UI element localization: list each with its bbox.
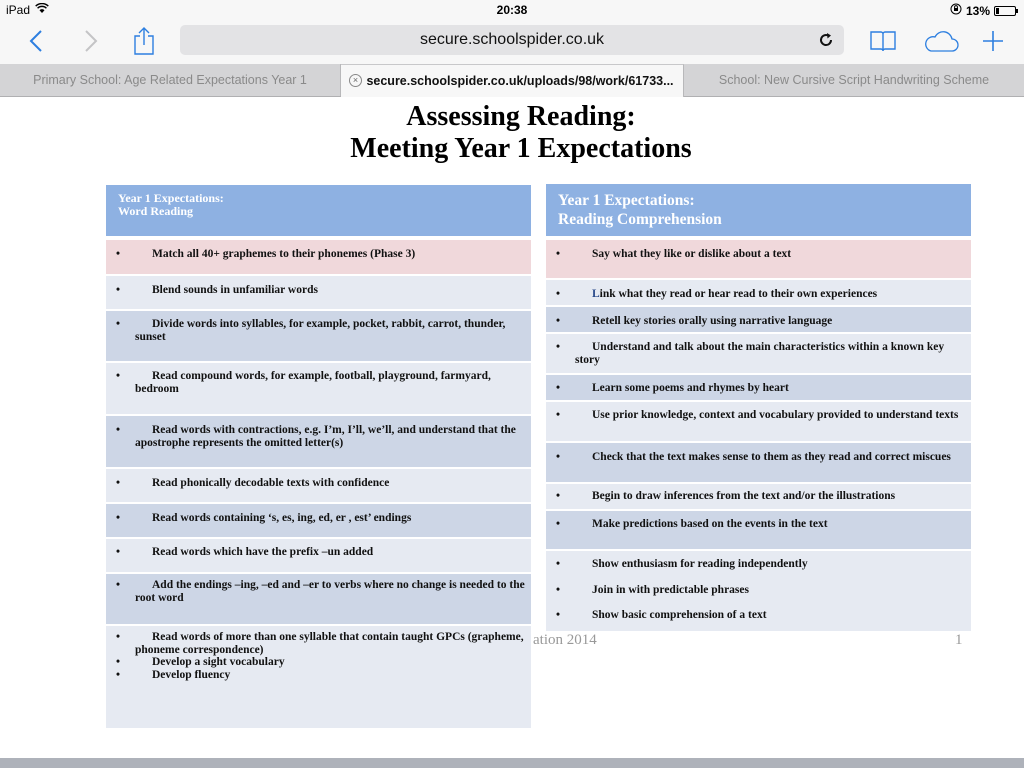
list-item-text: Read phonically decodable texts with confidence — [152, 477, 390, 489]
header-line2: Word Reading — [118, 204, 194, 218]
reading-comprehension-row — [546, 280, 971, 305]
bullet-icon: • — [556, 288, 561, 300]
list-item — [546, 341, 971, 366]
address-bar[interactable] — [180, 25, 844, 55]
list-item-text: Match all 40+ graphemes to their phonemes (Phase 3) — [152, 248, 416, 260]
list-item-text: Develop a sight vocabulary — [152, 656, 285, 668]
bullet-icon: • — [556, 315, 561, 327]
word-reading-row — [106, 469, 531, 502]
list-item — [106, 318, 531, 343]
reading-comprehension-row — [546, 551, 971, 631]
battery-icon — [994, 6, 1016, 16]
list-item-text: Read compound words, for example, football, playground, farmyard, bedroom — [135, 370, 491, 395]
orientation-lock-icon — [950, 3, 962, 18]
bullet-icon: • — [116, 512, 121, 524]
list-item-text: Read words containing ‘s, es, ing, ed, er , est’ endings — [152, 512, 412, 524]
list-item — [546, 518, 971, 531]
word-reading-header — [106, 185, 531, 236]
bullet-icon: • — [556, 518, 561, 530]
bullet-icon: • — [556, 382, 561, 394]
list-item-text: Begin to draw inferences from the text and/or the illustrations — [592, 490, 896, 502]
bullet-icon: • — [116, 284, 121, 296]
bullet-icon: • — [556, 609, 561, 621]
bullet-icon: • — [116, 668, 121, 681]
header-line1: Year 1 Expectations: — [118, 191, 224, 205]
reading-comprehension-row — [546, 240, 971, 278]
reading-comprehension-row — [546, 511, 971, 549]
close-tab-icon[interactable]: × — [349, 74, 362, 87]
list-item — [106, 546, 531, 559]
bullet-icon: • — [116, 546, 121, 558]
bottom-scroll-edge — [0, 758, 1024, 768]
bullet-icon: • — [556, 248, 561, 260]
bullet-icon: • — [116, 370, 121, 382]
status-bar — [0, 0, 1024, 22]
word-reading-row — [106, 416, 531, 467]
list-item — [546, 451, 971, 464]
bullet-icon: • — [116, 318, 121, 330]
reading-comprehension-row — [546, 375, 971, 400]
word-reading-row — [106, 276, 531, 309]
reading-comprehension-row — [546, 307, 971, 332]
word-reading-column — [106, 185, 531, 730]
bullet-icon: • — [116, 631, 121, 643]
reading-comprehension-row — [546, 402, 971, 441]
list-item — [106, 669, 531, 682]
list-item — [106, 248, 531, 261]
list-item — [546, 288, 971, 301]
bullet-icon: • — [116, 656, 121, 668]
list-item-text: Understand and talk about the main characteristics within a known key story — [575, 341, 945, 366]
list-item — [106, 284, 531, 297]
list-item — [106, 512, 531, 525]
word-reading-row — [106, 240, 531, 274]
list-item — [106, 424, 531, 449]
battery-percent: 13% — [965, 3, 990, 18]
bullet-icon: • — [556, 409, 561, 421]
list-item-text: Check that the text makes sense to them as they read and correct miscues — [592, 451, 951, 463]
list-item-text: Join in with predictable phrases — [592, 583, 749, 596]
tab-label: secure.schoolspider.co.uk/uploads/98/work/61733... — [366, 74, 674, 88]
list-item-text: Read words which have the prefix –un added — [152, 546, 374, 558]
word-reading-row — [106, 539, 531, 572]
list-item-text: Read words with contractions, e.g. I’m, I’ll, we’ll, and understand that the apostrophe represents the omitted letter(s) — [135, 424, 516, 449]
bullet-icon: • — [116, 424, 121, 436]
document-page — [0, 98, 1024, 758]
list-item — [106, 631, 531, 656]
clock: 20:38 — [496, 3, 528, 17]
tab-bar — [0, 64, 1024, 97]
word-reading-row — [106, 504, 531, 537]
reading-comprehension-row — [546, 334, 971, 373]
word-reading-row — [106, 311, 531, 361]
reading-comprehension-row — [546, 484, 971, 509]
document-title-line2: Meeting Year 1 Expectations — [350, 133, 692, 164]
bullet-icon: • — [556, 490, 561, 502]
device-label: iPad — [6, 3, 31, 17]
list-item — [106, 370, 531, 395]
tab-cursive-script[interactable] — [684, 64, 1024, 96]
list-item — [546, 248, 971, 261]
list-item — [546, 490, 971, 503]
url-text[interactable]: secure.schoolspider.co.uk — [419, 31, 605, 48]
tab-label: Primary School: Age Related Expectations Year 1 — [33, 73, 307, 87]
bullet-icon: • — [116, 248, 121, 260]
list-item-text: Say what they like or dislike about a text — [592, 248, 792, 260]
forward-icon[interactable] — [79, 26, 103, 56]
icloud-tabs-icon[interactable] — [921, 26, 961, 56]
document-title-line1: Assessing Reading: — [406, 101, 636, 132]
reading-comprehension-row — [546, 443, 971, 482]
tab-label: School: New Cursive Script Handwriting Scheme — [718, 73, 990, 87]
header-line1: Year 1 Expectations: — [558, 192, 695, 209]
list-item — [546, 558, 971, 571]
new-tab-icon[interactable] — [980, 26, 1006, 56]
reading-comprehension-header — [546, 184, 971, 236]
word-reading-row — [106, 626, 531, 728]
battery-fill — [996, 8, 999, 14]
bullet-icon: • — [556, 451, 561, 463]
header-line2: Reading Comprehension — [558, 211, 722, 228]
list-item-text: Blend sounds in unfamiliar words — [152, 284, 318, 296]
list-item-text: Develop fluency — [152, 668, 231, 681]
back-icon[interactable] — [24, 26, 48, 56]
tab-age-related-expectations[interactable] — [0, 64, 341, 96]
list-item — [106, 656, 531, 669]
list-item-text: Add the endings –ing, –ed and –er to verbs where no change is needed to the root word — [135, 579, 525, 604]
word-reading-row — [106, 363, 531, 414]
list-item — [546, 409, 971, 422]
tab-current-document[interactable] — [341, 64, 684, 97]
bullet-icon: • — [556, 341, 561, 353]
list-item — [106, 579, 531, 604]
list-item — [106, 477, 531, 490]
word-reading-row — [106, 574, 531, 624]
list-item-text: Link what they read or hear read to their own experiences — [592, 288, 878, 300]
list-item — [546, 315, 971, 328]
list-item-text: Learn some poems and rhymes by heart — [592, 382, 789, 394]
page-number: 1 — [955, 632, 963, 648]
list-item — [546, 382, 971, 395]
bullet-icon: • — [556, 583, 561, 596]
list-item-text: Show enthusiasm for reading independently — [592, 558, 808, 570]
browser-toolbar — [0, 22, 1024, 64]
list-item-text: Retell key stories orally using narrative language — [592, 315, 833, 327]
reading-comprehension-column — [546, 184, 971, 633]
list-item-text: Make predictions based on the events in the text — [592, 518, 828, 530]
share-icon[interactable] — [132, 26, 156, 56]
slide-footer-text: ation 2014 — [533, 632, 597, 648]
reload-icon[interactable] — [814, 28, 838, 52]
list-item-text: Divide words into syllables, for example, pocket, rabbit, carrot, thunder, sunset — [135, 318, 506, 343]
bullet-icon: • — [556, 558, 561, 570]
bookmarks-icon[interactable] — [869, 26, 897, 56]
bullet-icon: • — [116, 579, 121, 591]
list-item-text: Use prior knowledge, context and vocabulary provided to understand texts — [592, 409, 959, 421]
list-item-text: Show basic comprehension of a text — [592, 609, 767, 621]
list-item — [546, 609, 971, 622]
list-item-text: Read words of more than one syllable that contain taught GPCs (grapheme, phoneme correspondence) — [135, 631, 524, 656]
list-item — [546, 584, 971, 597]
bullet-icon: • — [116, 477, 121, 489]
